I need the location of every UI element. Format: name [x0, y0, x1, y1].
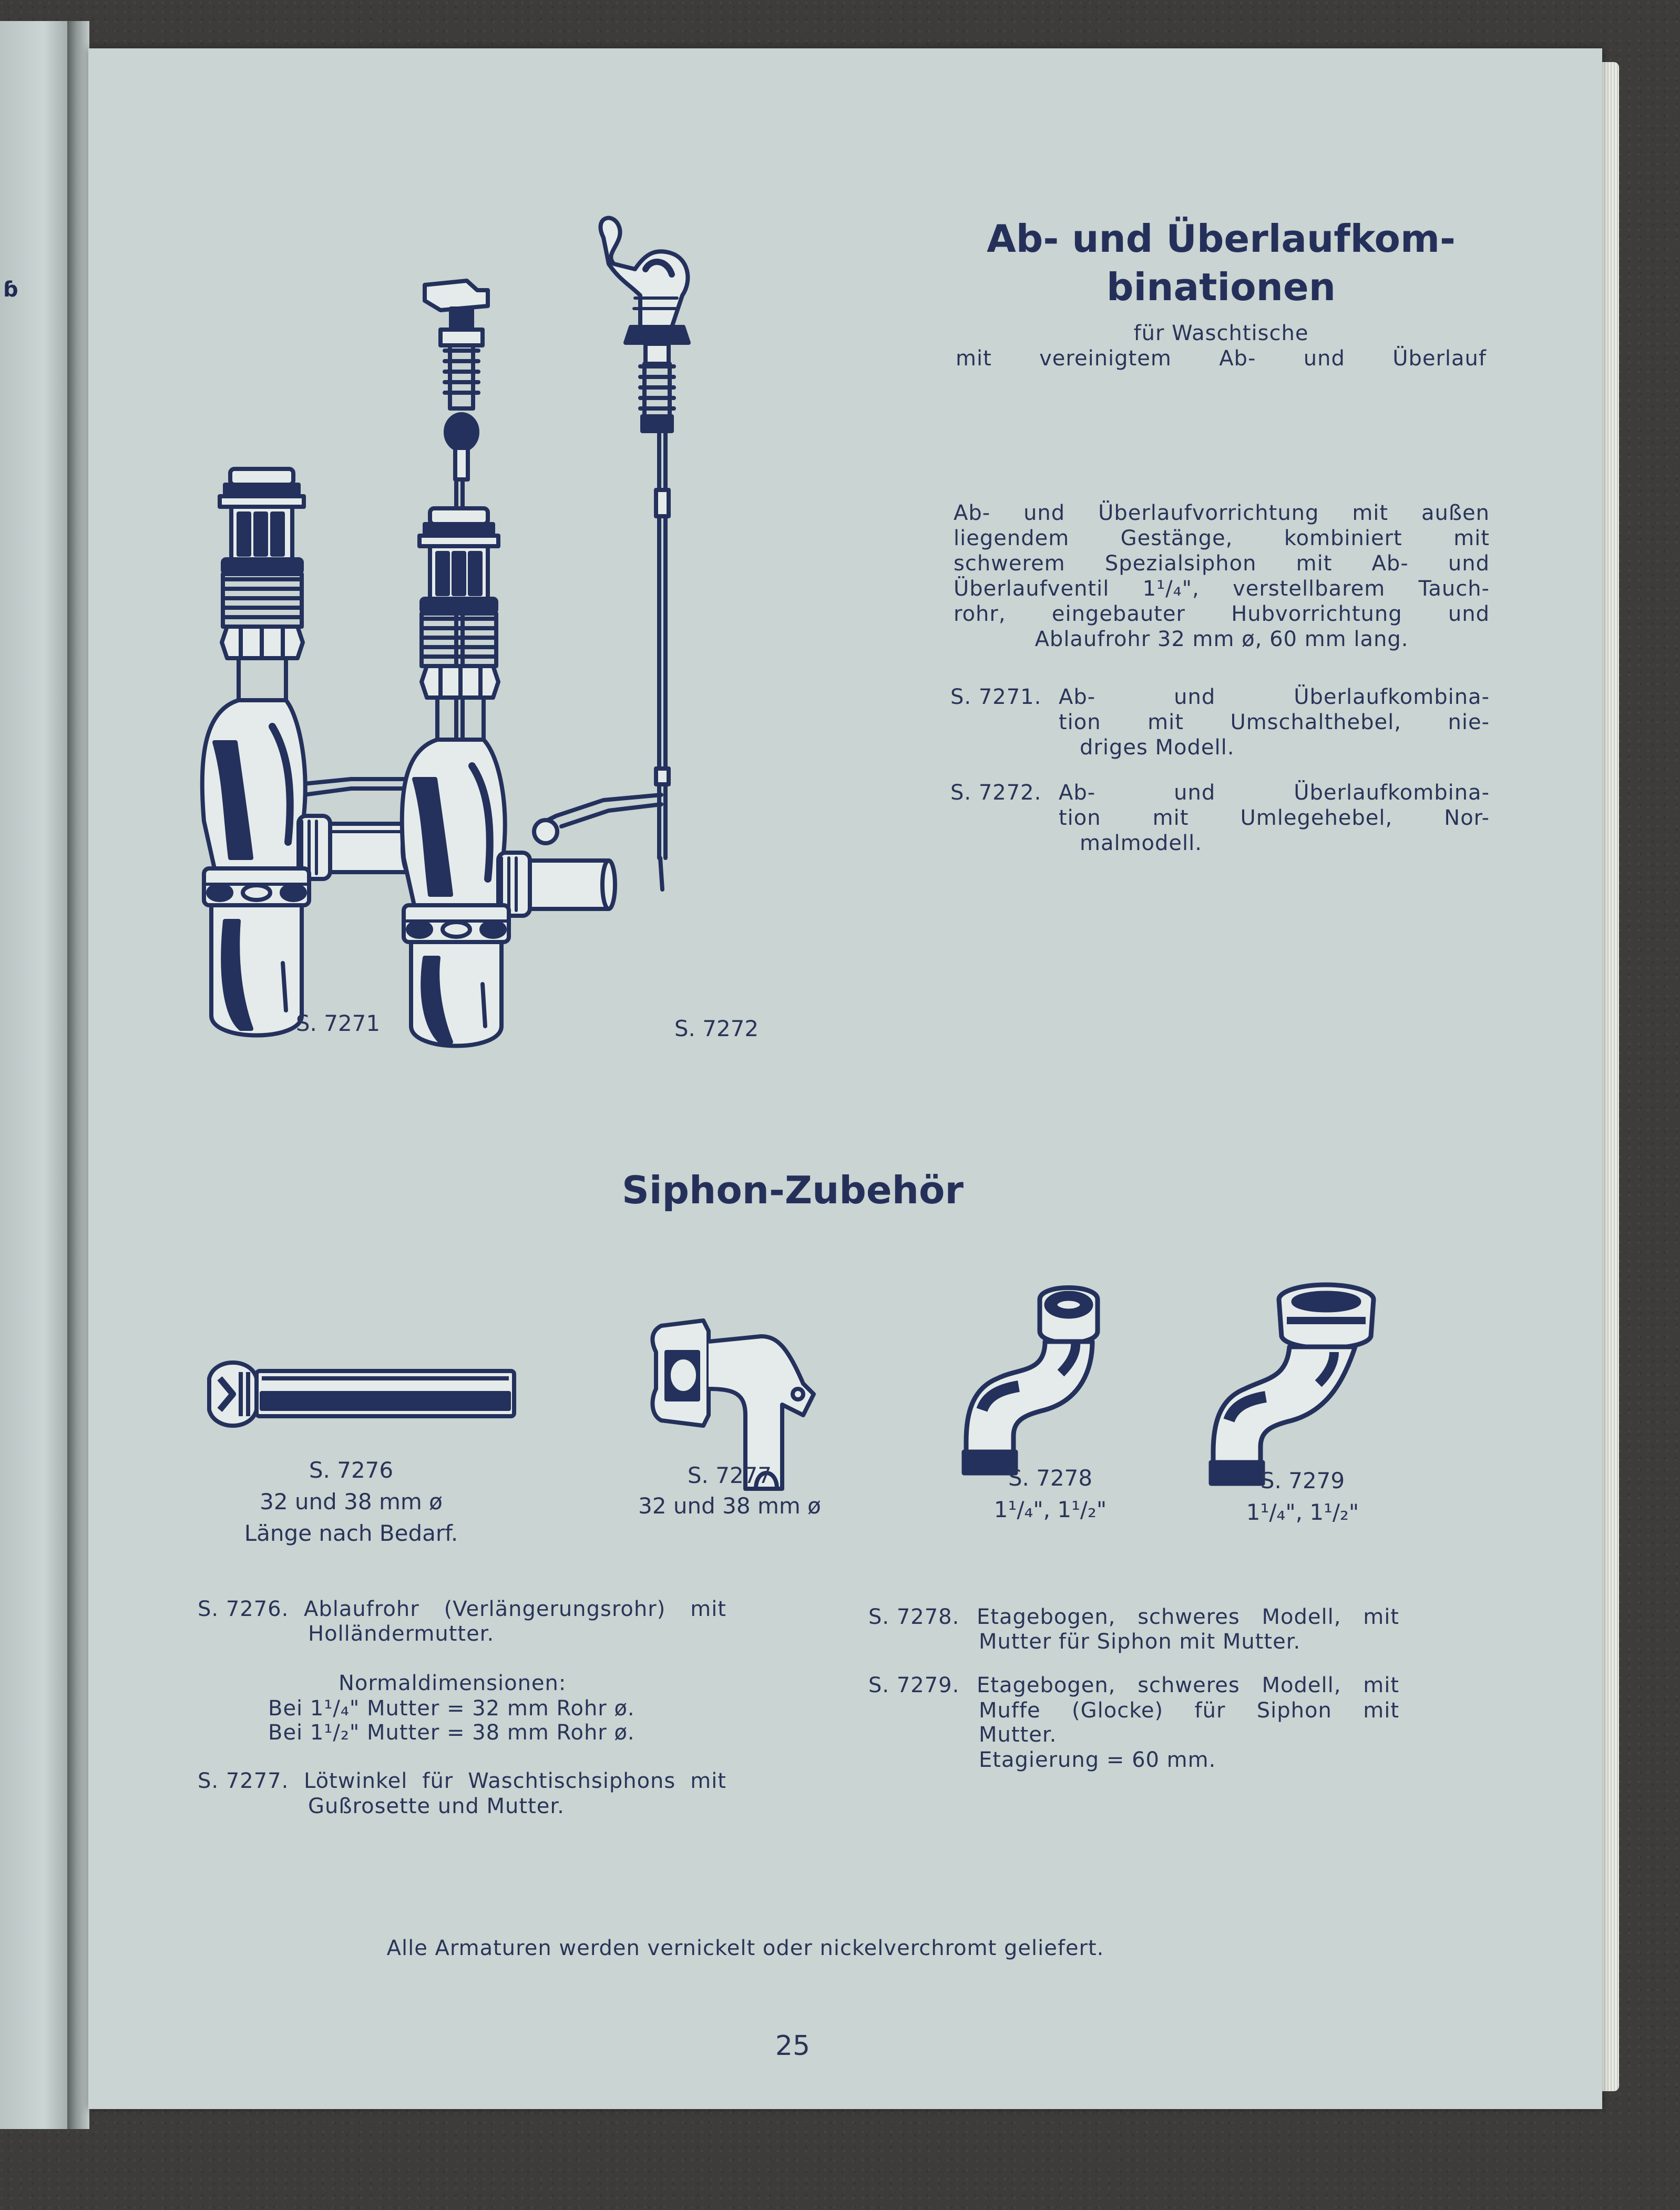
note-s7277-line2: Gußrosette und Mutter.: [308, 1794, 565, 1818]
acc-7276-code: S. 7276: [309, 1457, 394, 1483]
description-line: liegendem Gestänge, kombiniert mit: [954, 526, 1490, 550]
subheading-line1: für Waschtische: [1133, 321, 1309, 345]
note-s7276-code: S. 7276.: [198, 1597, 289, 1621]
acc-7279-size: 1¹/₄", 1¹/₂": [1246, 1499, 1359, 1525]
normaldimensions-title: Normaldimensionen:: [339, 1671, 567, 1695]
note-s7278-line1: Etagebogen, schweres Modell, mit: [977, 1605, 1399, 1629]
pipe-7276-illustration: [204, 1347, 519, 1441]
item-line: Ab- und Überlaufkombina-: [1059, 685, 1490, 709]
item-line: tion mit Umschalthebel, nie-: [1059, 710, 1490, 734]
main-heading-line2: binationen: [1107, 265, 1336, 309]
description-line: rohr, eingebauter Hubvorrichtung und: [954, 602, 1490, 626]
normaldimensions-line2: Bei 1¹/₂" Mutter = 38 mm Rohr ø.: [268, 1721, 635, 1745]
description-line: schwerem Spezialsiphon mit Ab- und: [954, 551, 1490, 576]
acc-7276-length: Länge nach Bedarf.: [244, 1520, 458, 1546]
acc-7278-size: 1¹/₄", 1¹/₂": [993, 1497, 1107, 1522]
note-s7278-line2: Mutter für Siphon mit Mutter.: [979, 1630, 1301, 1654]
footer-note: Alle Armaturen werden vernickelt oder nickelverchromt geliefert.: [386, 1936, 1104, 1960]
note-s7279-line2: Muffe (Glocke) für Siphon mit: [979, 1699, 1399, 1723]
item-line: Ab- und Überlaufkombina-: [1059, 781, 1490, 805]
description-line: Ab- und Überlaufvorrichtung mit außen: [954, 501, 1490, 525]
description-line: Ablaufrohr 32 mm ø, 60 mm lang.: [1034, 627, 1409, 651]
section-heading-siphon: Siphon-Zubehör: [621, 1168, 964, 1212]
combi-item-s7272: [950, 780, 1492, 864]
acc-7279-code: S. 7279: [1260, 1468, 1345, 1493]
note-s7276-line2: Holländermutter.: [308, 1622, 495, 1646]
item-line: driges Modell.: [1080, 735, 1235, 760]
acc-7277-size: 32 und 38 mm ø: [638, 1493, 821, 1519]
combi-item-s7271: [950, 684, 1492, 769]
note-s7277-code: S. 7277.: [198, 1769, 289, 1793]
book-gutter: [67, 21, 89, 2129]
siphon-7272-illustration: [572, 206, 866, 1058]
description-block: [954, 500, 1490, 652]
page-number: 25: [775, 2030, 811, 2062]
note-s7277-line1: Lötwinkel für Waschtischsiphons mit: [304, 1769, 726, 1793]
caption-s7272: S. 7272: [674, 1016, 759, 1041]
left-page-fragment: ɓ: [3, 278, 18, 302]
catalog-page: [88, 48, 1602, 2109]
item-code: S. 7271.: [950, 685, 1042, 709]
left-page-edge: [0, 21, 74, 2129]
description-line: Überlaufventil 1¹/₄", verstellbarem Tauch-: [954, 577, 1490, 601]
acc-7276-size: 32 und 38 mm ø: [260, 1489, 443, 1515]
bend-7278-illustration: [956, 1284, 1124, 1494]
item-line: tion mit Umlegehebel, Nor-: [1059, 806, 1490, 830]
subheading-line2: mit vereinigtem Ab- und Überlauf: [956, 346, 1487, 371]
caption-s7271: S. 7271: [295, 1010, 381, 1036]
acc-7277-code: S. 7277: [687, 1462, 772, 1488]
note-s7276-line1: Ablaufrohr (Verlängerungsrohr) mit: [304, 1597, 726, 1621]
note-s7279-line1: Etagebogen, schweres Modell, mit: [977, 1673, 1399, 1697]
item-line: malmodell.: [1080, 831, 1202, 855]
normaldimensions-line1: Bei 1¹/₄" Mutter = 32 mm Rohr ø.: [268, 1696, 635, 1721]
item-code: S. 7272.: [950, 781, 1042, 805]
note-s7279-code: S. 7279.: [868, 1673, 960, 1697]
note-s7279-line4: Etagierung = 60 mm.: [979, 1748, 1216, 1772]
acc-7278-code: S. 7278: [1008, 1465, 1093, 1491]
main-heading-line1: Ab- und Überlaufkom-: [987, 217, 1456, 261]
note-s7279-line3: Mutter.: [979, 1723, 1057, 1747]
note-s7278-code: S. 7278.: [868, 1605, 960, 1629]
